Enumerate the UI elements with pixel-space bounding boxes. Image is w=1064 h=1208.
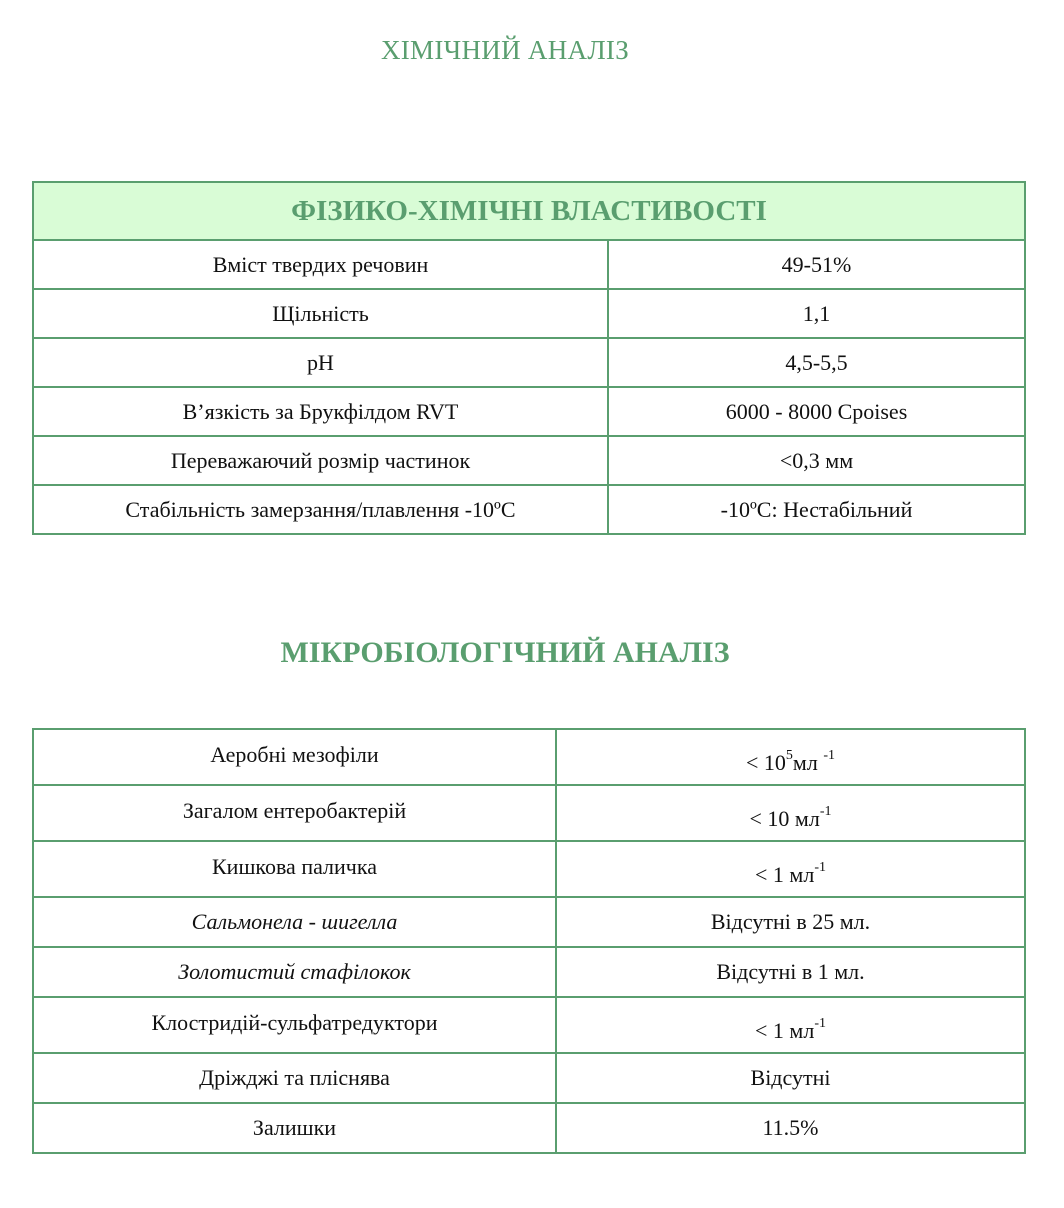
value-text (746, 747, 835, 775)
value-unit-exponent: -1 (814, 859, 826, 875)
property-cell: Вміст твердих речовин (33, 240, 608, 289)
value-unit: мл (792, 750, 824, 775)
chemical-analysis-title: ХІМІЧНИЙ АНАЛІЗ (380, 35, 630, 65)
table-row (33, 289, 1025, 338)
value-cell (556, 729, 1025, 785)
value-cell (556, 841, 1025, 897)
value-base: < 1 мл (755, 862, 815, 887)
property-label: Кишкова паличка (212, 854, 377, 879)
table-row (33, 436, 1025, 485)
value-exponent: 5 (785, 747, 793, 763)
property-label: Клостридій-сульфатредуктори (151, 1010, 438, 1035)
value-text (755, 859, 826, 887)
value-cell: 49-51% (608, 240, 1025, 289)
value-unit-exponent: -1 (823, 747, 835, 763)
property-label: Загалом ентеробактерій (182, 798, 407, 823)
property-cell: Стабільність замерзання/плавлення -10ºC (33, 485, 608, 534)
property-cell: Сальмонела - шигелла (33, 897, 556, 947)
value-cell: Відсутні (556, 1053, 1025, 1103)
value-cell: 11.5% (556, 1103, 1025, 1153)
value-cell: <0,3 мм (608, 436, 1025, 485)
value-cell (556, 785, 1025, 841)
property-cell: Переважаючий розмір частинок (33, 436, 608, 485)
property-cell: Дріжджі та пліснява (33, 1053, 556, 1103)
value-text (749, 803, 832, 831)
property-cell (33, 785, 556, 841)
property-label: Аеробні мезофіли (210, 742, 379, 767)
value-cell: Відсутні в 25 мл. (556, 897, 1025, 947)
value-cell: 1,1 (608, 289, 1025, 338)
value-base: < 1 мл (755, 1018, 815, 1043)
table-row (33, 1103, 1025, 1153)
property-cell: Золотистий стафілокок (33, 947, 556, 997)
value-cell: Відсутні в 1 мл. (556, 947, 1025, 997)
table-row (33, 997, 1025, 1053)
property-cell (33, 729, 556, 785)
property-cell: Щільність (33, 289, 608, 338)
value-base: < 10 мл (749, 806, 820, 831)
value-unit-exponent: -1 (814, 1015, 826, 1031)
table-row (33, 338, 1025, 387)
table-row (33, 1053, 1025, 1103)
table-row (33, 841, 1025, 897)
physchem-properties-table (32, 181, 1026, 535)
physchem-header: ФІЗИКО-ХІМІЧНІ ВЛАСТИВОСТІ (33, 182, 1025, 240)
value-unit-exponent: -1 (819, 803, 832, 819)
property-cell: pH (33, 338, 608, 387)
property-cell: В’язкість за Брукфілдом RVT (33, 387, 608, 436)
table-row (33, 947, 1025, 997)
table-row (33, 897, 1025, 947)
value-cell: -10ºC: Нестабільний (608, 485, 1025, 534)
property-cell (33, 841, 556, 897)
value-text (755, 1015, 826, 1043)
table-row (33, 240, 1025, 289)
table-row (33, 729, 1025, 785)
microbiology-table (32, 728, 1026, 1154)
property-cell (33, 997, 556, 1053)
table-row (33, 485, 1025, 534)
value-base: < 10 (746, 750, 786, 775)
property-cell: Залишки (33, 1103, 556, 1153)
table-row (33, 785, 1025, 841)
value-cell: 6000 - 8000 Cpoises (608, 387, 1025, 436)
value-cell: 4,5-5,5 (608, 338, 1025, 387)
value-cell (556, 997, 1025, 1053)
table-header-row (33, 182, 1025, 240)
microbiological-analysis-title: МІКРОБІОЛОГІЧНИЙ АНАЛІЗ (280, 636, 730, 669)
table-row (33, 387, 1025, 436)
